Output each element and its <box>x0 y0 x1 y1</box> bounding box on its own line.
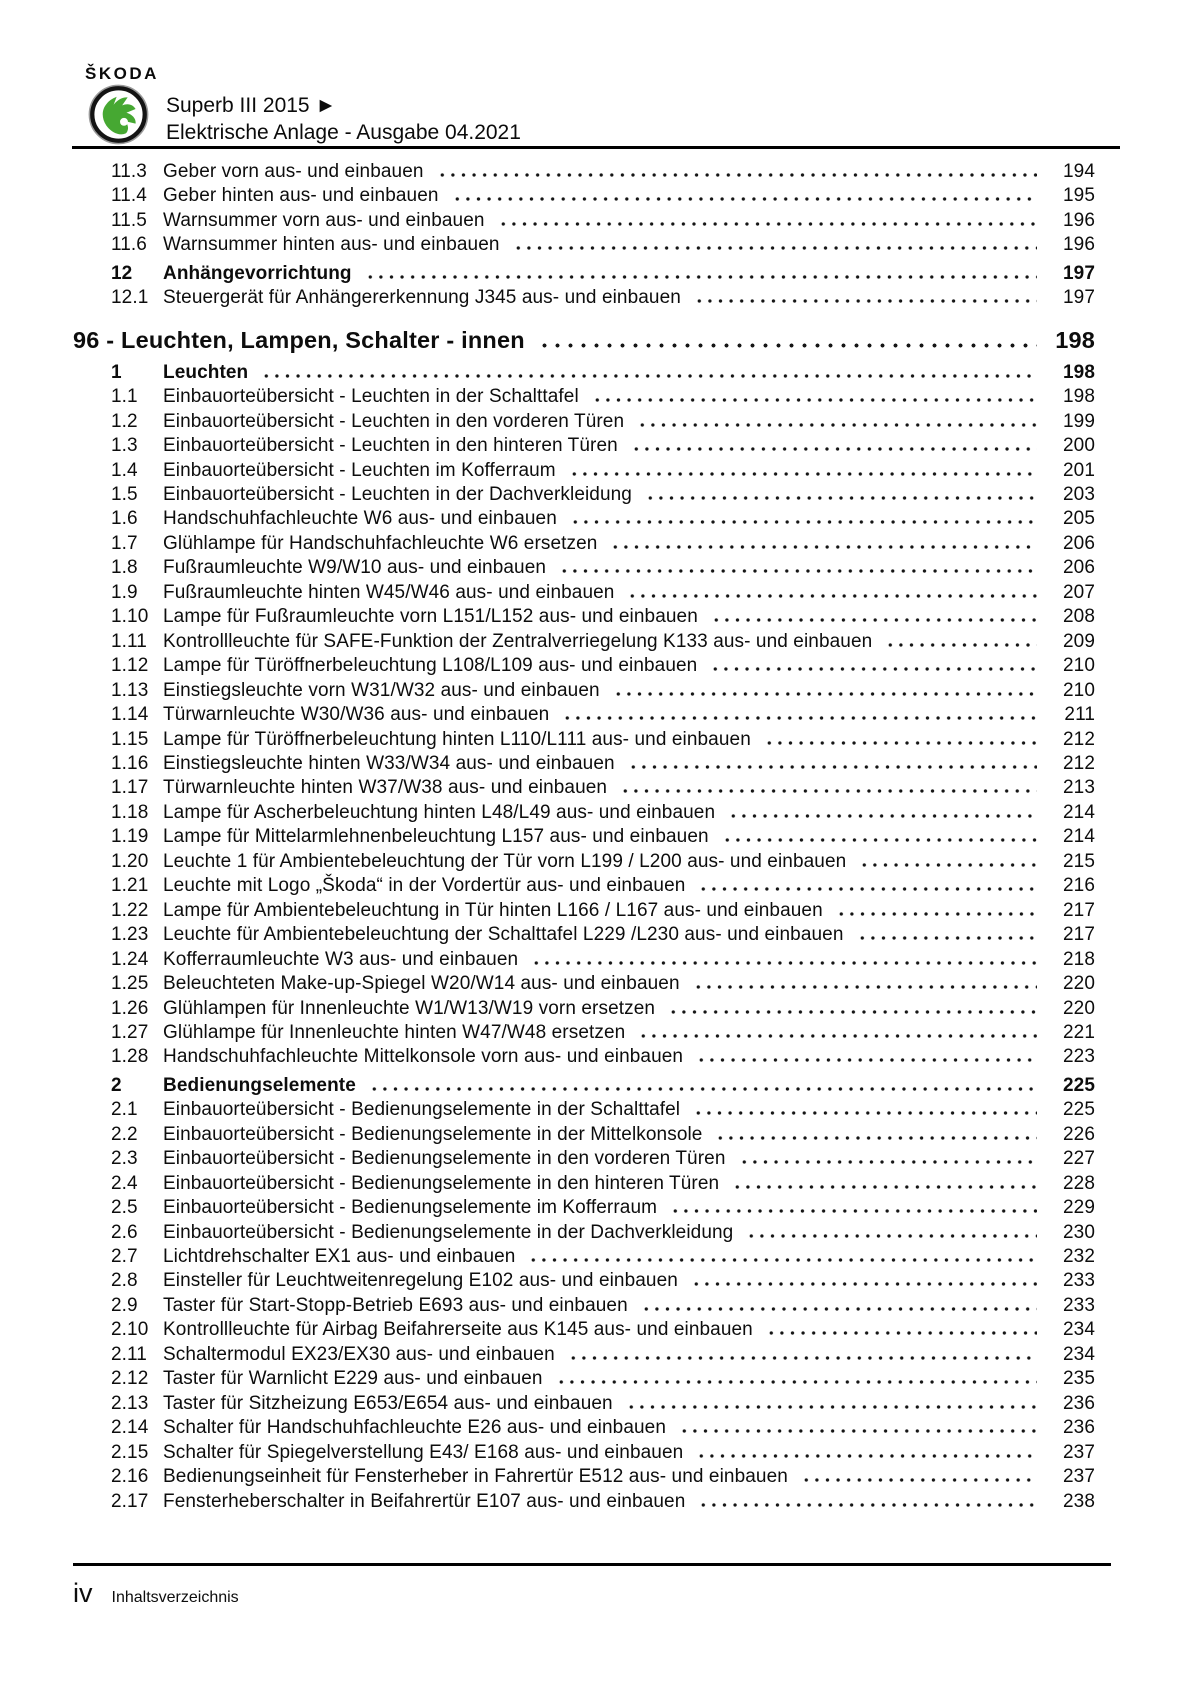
toc-entry-page: 203 <box>1062 483 1095 505</box>
toc-entry-number: 2.1 <box>111 1099 138 1121</box>
toc-entry-page: 220 <box>1062 997 1095 1019</box>
dot-leader <box>526 1256 1037 1262</box>
dot-leader <box>709 616 1037 622</box>
dot-leader <box>730 1183 1037 1189</box>
toc-entry-page: 210 <box>1062 679 1095 701</box>
toc-entry-number: 1.15 <box>111 728 149 750</box>
toc-entry-page: 197 <box>1062 287 1095 309</box>
toc-row[interactable] <box>73 825 1095 849</box>
toc-row[interactable] <box>73 1294 1095 1318</box>
toc-entry-page: 220 <box>1062 973 1095 995</box>
toc-entry-title: Türwarnleuchte hinten W37/W38 aus- und einbauen <box>163 777 608 799</box>
toc-entry-number: 1.4 <box>111 459 138 481</box>
toc-entry-page: 229 <box>1062 1197 1095 1219</box>
toc-entry-page: 213 <box>1062 777 1095 799</box>
dot-leader <box>883 641 1037 647</box>
toc-entry-number: 1.19 <box>111 826 149 848</box>
toc-entry-page: 199 <box>1062 410 1095 432</box>
toc-row[interactable] <box>73 459 1095 483</box>
toc-entry-title: Warnsummer vorn aus- und einbauen <box>163 209 485 231</box>
dot-leader <box>566 1354 1037 1360</box>
toc-entry-number: 1.9 <box>111 581 138 603</box>
toc-entry-page: 214 <box>1062 826 1095 848</box>
toc-entry-number: 1.5 <box>111 483 138 505</box>
toc-entry-page: 196 <box>1062 234 1095 256</box>
toc-entry-number: 2.6 <box>111 1221 138 1243</box>
toc-entry-number: 2.16 <box>111 1466 149 1488</box>
dot-leader <box>855 934 1038 940</box>
dot-leader <box>692 297 1037 303</box>
toc-entry-number: 2.4 <box>111 1172 138 1194</box>
toc-row[interactable] <box>73 801 1095 825</box>
toc-entry-title: Glühlampe für Innenleuchte hinten W47/W48 ersetzen <box>163 1021 626 1043</box>
toc-entry-title: Schaltermodul EX23/EX30 aus- und einbauen <box>163 1343 555 1365</box>
toc-entry-number: 1.28 <box>111 1046 149 1068</box>
toc-row[interactable] <box>73 728 1095 752</box>
toc-entry-number: 1.25 <box>111 973 149 995</box>
toc-entry-page: 195 <box>1062 185 1095 207</box>
toc-entry-title: Handschuhfachleuchte W6 aus- und einbauen <box>163 508 557 530</box>
toc-entry-title: 96 - Leuchten, Lampen, Schalter - innen <box>73 326 525 353</box>
toc-entry-page: 235 <box>1062 1368 1095 1390</box>
dot-leader <box>529 959 1037 965</box>
toc-row[interactable] <box>73 385 1095 409</box>
toc-entry-title: Lampe für Türöffnerbeleuchtung L108/L109 aus- und einbauen <box>163 655 698 677</box>
dot-leader <box>511 244 1037 250</box>
toc-row[interactable] <box>73 923 1095 947</box>
toc-row[interactable] <box>73 483 1095 507</box>
dot-leader <box>536 341 1037 348</box>
toc-entry-number: 1.23 <box>111 924 149 946</box>
toc-entry-number: 1.20 <box>111 850 149 872</box>
toc-entry-number: 1.16 <box>111 752 149 774</box>
footer-label: Inhaltsverzeichnis <box>111 1589 239 1606</box>
toc-row[interactable] <box>73 752 1095 776</box>
toc-entry-page: 198 <box>1055 326 1095 353</box>
toc-entry-title: Kontrollleuchte für SAFE-Funktion der Zentralverriegelung K133 aus- und einbauen <box>163 630 873 652</box>
dot-leader <box>677 1427 1037 1433</box>
dot-leader <box>834 910 1037 916</box>
toc-entry-title: Einbauorteübersicht - Bedienungselemente im Kofferraum <box>163 1197 658 1219</box>
dot-leader <box>554 1378 1037 1384</box>
toc-entry-page: 233 <box>1062 1294 1095 1316</box>
toc-row[interactable] <box>73 997 1095 1021</box>
toc-row[interactable] <box>73 1245 1095 1269</box>
toc-entry-number: 2.9 <box>111 1294 138 1316</box>
toc-entry-page: 198 <box>1062 361 1095 383</box>
dot-leader <box>708 665 1037 671</box>
toc-entry-number: 2.17 <box>111 1490 149 1512</box>
toc-row[interactable] <box>73 233 1095 257</box>
dot-leader <box>608 543 1037 549</box>
dot-leader <box>857 861 1037 867</box>
dot-leader <box>668 1207 1037 1213</box>
toc-entry-title: Einbauorteübersicht - Leuchten in den hinteren Türen <box>163 435 618 457</box>
toc-entry-title: Fußraumleuchte W9/W10 aus- und einbauen <box>163 557 547 579</box>
dot-leader <box>643 494 1037 500</box>
toc-entry-page: 209 <box>1062 630 1095 652</box>
toc-entry-title: Taster für Sitzheizung E653/E654 aus- und einbauen <box>163 1392 613 1414</box>
dot-leader <box>435 171 1037 177</box>
toc-entry-number: 2.5 <box>111 1197 138 1219</box>
toc-row[interactable] <box>73 1045 1095 1069</box>
toc-entry-page: 225 <box>1062 1099 1095 1121</box>
dot-leader <box>639 1305 1037 1311</box>
dot-leader <box>691 1109 1037 1115</box>
header-divider <box>72 146 1120 149</box>
dot-leader <box>744 1232 1037 1238</box>
toc-entry-number: 2.2 <box>111 1123 138 1145</box>
toc-entry-page: 194 <box>1062 161 1095 182</box>
dot-leader <box>713 1134 1037 1140</box>
toc-entry-number: 2.7 <box>111 1246 138 1268</box>
dot-leader <box>635 421 1037 427</box>
toc-entry-title: Bedienungselemente <box>163 1074 356 1096</box>
dot-leader <box>762 739 1037 745</box>
toc-entry-page: 230 <box>1062 1221 1095 1243</box>
toc-entry-number: 1.14 <box>111 704 149 726</box>
toc-entry-page: 233 <box>1062 1270 1095 1292</box>
toc <box>73 160 1095 1514</box>
dot-leader <box>696 885 1037 891</box>
dot-leader <box>567 470 1037 476</box>
toc-entry-title: Bedienungseinheit für Fensterheber in Fahrertür E512 aus- und einbauen <box>163 1466 788 1488</box>
toc-entry-title: Kontrollleuchte für Airbag Beifahrerseite aus K145 aus- und einbauen <box>163 1319 753 1341</box>
toc-entry-title: Anhängevorrichtung <box>163 262 352 284</box>
toc-entry-page: 217 <box>1062 899 1095 921</box>
toc-row[interactable] <box>73 262 1095 286</box>
toc-entry-number: 2.3 <box>111 1148 138 1170</box>
toc-entry-page: 206 <box>1062 532 1095 554</box>
toc-entry-page: 238 <box>1062 1490 1095 1512</box>
toc-entry-title: Einbauorteübersicht - Bedienungselemente in der Schalttafel <box>163 1099 681 1121</box>
toc-row[interactable] <box>73 209 1095 233</box>
toc-row[interactable] <box>73 507 1095 531</box>
toc-entry-title: Einsteller für Leuchtweitenregelung E102 aus- und einbauen <box>163 1270 678 1292</box>
toc-entry-title: Lampe für Ascherbeleuchtung hinten L48/L49 aus- und einbauen <box>163 801 716 823</box>
skoda-logo-icon <box>88 84 149 145</box>
dot-leader <box>568 518 1037 524</box>
toc-row[interactable] <box>73 1196 1095 1220</box>
dot-leader <box>737 1158 1038 1164</box>
toc-row[interactable] <box>73 286 1095 310</box>
toc-entry-page: 234 <box>1062 1343 1095 1365</box>
toc-entry-title: Beleuchteten Make-up-Spiegel W20/W14 aus- und einbauen <box>163 973 680 995</box>
dot-leader <box>450 195 1037 201</box>
toc-entry-number: 1.10 <box>111 606 149 628</box>
toc-entry-number: 2.10 <box>111 1319 149 1341</box>
toc-row[interactable] <box>73 1123 1095 1147</box>
toc-row[interactable] <box>73 1367 1095 1391</box>
toc-entry-number: 2.13 <box>111 1392 149 1414</box>
toc-entry-number: 1 <box>111 361 122 383</box>
toc-entry-number: 1.11 <box>111 630 147 652</box>
toc-entry-number: 1.3 <box>111 435 138 457</box>
dot-leader <box>666 1008 1037 1014</box>
toc-entry-number: 11.5 <box>111 209 147 231</box>
dot-leader <box>557 567 1037 573</box>
toc-row[interactable] <box>73 160 1095 184</box>
dot-leader <box>694 1452 1037 1458</box>
toc-entry-page: 215 <box>1062 850 1095 872</box>
toc-row[interactable] <box>73 850 1095 874</box>
model-title: Superb III 2015 ► <box>166 94 337 117</box>
toc-entry-page: 225 <box>1062 1074 1095 1096</box>
toc-entry-title: Einbauorteübersicht - Leuchten in der Schalttafel <box>163 386 579 408</box>
toc-entry-title: Leuchte 1 für Ambientebeleuchtung der Tür vorn L199 / L200 aus- und einbauen <box>163 850 847 872</box>
toc-entry-number: 1.24 <box>111 948 149 970</box>
toc-entry-title: Einbauorteübersicht - Bedienungselemente in den hinteren Türen <box>163 1172 720 1194</box>
dot-leader <box>618 787 1037 793</box>
toc-row[interactable] <box>73 948 1095 972</box>
dot-leader <box>629 445 1037 451</box>
dot-leader <box>560 714 1037 720</box>
toc-row[interactable] <box>73 361 1095 385</box>
toc-entry-number: 1.6 <box>111 508 138 530</box>
toc-entry-page: 207 <box>1062 581 1095 603</box>
toc-entry-number: 11.6 <box>111 234 147 256</box>
dot-leader <box>590 396 1037 402</box>
toc-row[interactable] <box>73 1318 1095 1342</box>
toc-entry-title: Warnsummer hinten aus- und einbauen <box>163 234 500 256</box>
toc-entry-title: Einstiegsleuchte hinten W33/W34 aus- und einbauen <box>163 752 615 774</box>
toc-entry-number: 1.7 <box>111 532 138 554</box>
dot-leader <box>726 812 1037 818</box>
dot-leader <box>720 836 1037 842</box>
toc-entry-page: 210 <box>1062 655 1095 677</box>
toc-entry-number: 12.1 <box>111 287 149 309</box>
toc-entry-number: 1.18 <box>111 801 149 823</box>
toc-entry-page: 197 <box>1062 262 1095 284</box>
toc-entry-title: Leuchte für Ambientebeleuchtung der Schalttafel L229 /L230 aus- und einbauen <box>163 924 844 946</box>
toc-entry-page: 217 <box>1062 924 1095 946</box>
toc-entry-page: 236 <box>1062 1392 1095 1414</box>
toc-row[interactable] <box>73 972 1095 996</box>
toc-entry-page: 216 <box>1062 875 1095 897</box>
toc-entry-title: Einbauorteübersicht - Leuchten in der Dachverkleidung <box>163 483 632 505</box>
toc-row[interactable] <box>73 1269 1095 1293</box>
dot-leader <box>363 273 1037 279</box>
toc-entry-page: 211 <box>1064 704 1095 726</box>
toc-entry-title: Fußraumleuchte hinten W45/W46 aus- und einbauen <box>163 581 615 603</box>
footer-page-number: iv <box>73 1578 93 1608</box>
toc-entry-number: 1.21 <box>111 875 149 897</box>
toc-row[interactable] <box>73 434 1095 458</box>
toc-row[interactable] <box>73 654 1095 678</box>
toc-entry-title: Lichtdrehschalter EX1 aus- und einbauen <box>163 1246 516 1268</box>
toc-entry-title: Handschuhfachleuchte Mittelkonsole vorn aus- und einbauen <box>163 1046 684 1068</box>
dot-leader <box>367 1085 1037 1091</box>
toc-row[interactable] <box>73 581 1095 605</box>
toc-entry-title: Fensterheberschalter in Beifahrertür E107 aus- und einbauen <box>163 1490 686 1512</box>
toc-entry-title: Einbauorteübersicht - Bedienungselemente in der Dachverkleidung <box>163 1221 734 1243</box>
toc-entry-number: 2.14 <box>111 1417 149 1439</box>
dot-leader <box>611 690 1037 696</box>
toc-entry-page: 212 <box>1062 728 1095 750</box>
toc-entry-page: 237 <box>1062 1466 1095 1488</box>
toc-entry-title: Schalter für Spiegelverstellung E43/ E168 aus- und einbauen <box>163 1441 684 1463</box>
toc-entry-page: 221 <box>1062 1021 1095 1043</box>
toc-entry-number: 1.12 <box>111 655 149 677</box>
toc-entry-page: 228 <box>1062 1172 1095 1194</box>
dot-leader <box>625 592 1037 598</box>
skoda-wordmark: ŠKODA <box>85 64 159 83</box>
toc-row[interactable] <box>73 874 1095 898</box>
dot-leader <box>259 372 1037 378</box>
toc-entry-title: Einbauorteübersicht - Bedienungselemente in der Mittelkonsole <box>163 1123 703 1145</box>
toc-entry-number: 1.17 <box>111 777 149 799</box>
toc-entry-number: 1.13 <box>111 679 149 701</box>
document-title: Elektrische Anlage - Ausgabe 04.2021 <box>166 121 521 144</box>
toc-row[interactable] <box>73 184 1095 208</box>
toc-entry-page: 200 <box>1062 435 1095 457</box>
dot-leader <box>799 1476 1037 1482</box>
toc-entry-title: Lampe für Ambientebeleuchtung in Tür hinten L166 / L167 aus- und einbauen <box>163 899 823 921</box>
toc-entry-page: 212 <box>1062 752 1095 774</box>
toc-entry-page: 218 <box>1062 948 1095 970</box>
toc-row[interactable] <box>73 1416 1095 1440</box>
toc-entry-title: Leuchten <box>163 361 249 383</box>
toc-entry-number: 2.15 <box>111 1441 149 1463</box>
toc-entry-title: Glühlampe für Handschuhfachleuchte W6 ersetzen <box>163 532 598 554</box>
toc-row[interactable] <box>73 605 1095 629</box>
toc-entry-page: 237 <box>1062 1441 1095 1463</box>
dot-leader <box>696 1501 1037 1507</box>
toc-row[interactable] <box>73 410 1095 434</box>
toc-entry-page: 236 <box>1062 1417 1095 1439</box>
toc-entry-page: 227 <box>1062 1148 1095 1170</box>
toc-row[interactable] <box>73 703 1095 727</box>
dot-leader <box>691 983 1037 989</box>
toc-entry-page: 214 <box>1062 801 1095 823</box>
toc-entry-number: 2.12 <box>111 1368 149 1390</box>
toc-entry-title: Lampe für Türöffnerbeleuchtung hinten L110/L111 aus- und einbauen <box>163 728 751 750</box>
toc-row[interactable] <box>73 679 1095 703</box>
toc-row[interactable] <box>73 1172 1095 1196</box>
toc-entry-number: 1.26 <box>111 997 149 1019</box>
toc-entry-title: Kofferraumleuchte W3 aus- und einbauen <box>163 948 519 970</box>
toc-row[interactable] <box>73 1441 1095 1465</box>
toc-entry-title: Taster für Warnlicht E229 aus- und einbauen <box>163 1368 543 1390</box>
toc-entry-title: Leuchte mit Logo „Škoda“ in der Vordertür aus- und einbauen <box>163 875 686 897</box>
toc-row[interactable] <box>73 325 1095 355</box>
toc-entry-number: 1.1 <box>111 386 138 408</box>
toc-row[interactable] <box>73 1490 1095 1514</box>
toc-row[interactable] <box>73 899 1095 923</box>
toc-entry-title: Geber hinten aus- und einbauen <box>163 185 439 207</box>
toc-row[interactable] <box>73 1221 1095 1245</box>
toc-entry-number: 2.8 <box>111 1270 138 1292</box>
dot-leader <box>496 220 1037 226</box>
toc-entry-page: 206 <box>1062 557 1095 579</box>
toc-entry-number: 1.8 <box>111 557 138 579</box>
toc-entry-number: 11.4 <box>111 185 147 207</box>
dot-leader <box>636 1032 1037 1038</box>
toc-entry-title: Taster für Start-Stopp-Betrieb E693 aus- und einbauen <box>163 1294 628 1316</box>
dot-leader <box>626 763 1037 769</box>
toc-entry-title: Lampe für Fußraumleuchte vorn L151/L152 aus- und einbauen <box>163 606 698 628</box>
toc-row[interactable] <box>73 1074 1095 1098</box>
toc-entry-title: Türwarnleuchte W30/W36 aus- und einbauen <box>163 704 550 726</box>
toc-entry-title: Einstiegsleuchte vorn W31/W32 aus- und einbauen <box>163 679 600 701</box>
toc-entry-title: Einbauorteübersicht - Leuchten in den vorderen Türen <box>163 410 625 432</box>
toc-entry-title: Lampe für Mittelarmlehnenbeleuchtung L157 aus- und einbauen <box>163 826 709 848</box>
toc-entry-page: 205 <box>1062 508 1095 530</box>
toc-row[interactable] <box>73 1392 1095 1416</box>
dot-leader <box>694 1056 1037 1062</box>
toc-entry-page: 198 <box>1062 386 1095 408</box>
toc-entry-title: Einbauorteübersicht - Leuchten im Kofferraum <box>163 459 556 481</box>
toc-entry-page: 232 <box>1062 1246 1095 1268</box>
toc-entry-page: 226 <box>1062 1123 1095 1145</box>
toc-row[interactable] <box>73 1147 1095 1171</box>
dot-leader <box>689 1280 1037 1286</box>
toc-entry-page: 234 <box>1062 1319 1095 1341</box>
toc-row[interactable] <box>73 630 1095 654</box>
toc-entry-number: 2 <box>111 1074 122 1096</box>
toc-entry-title: Geber vorn aus- und einbauen <box>163 161 424 182</box>
toc-row[interactable] <box>73 1021 1095 1045</box>
toc-entry-number: 1.2 <box>111 410 138 432</box>
toc-entry-page: 201 <box>1062 459 1095 481</box>
dot-leader <box>624 1403 1037 1409</box>
toc-entry-number: 12 <box>111 262 133 284</box>
toc-entry-page: 208 <box>1062 606 1095 628</box>
toc-entry-number: 2.11 <box>111 1343 147 1365</box>
dot-leader <box>764 1329 1037 1335</box>
toc-row[interactable] <box>73 556 1095 580</box>
toc-entry-number: 1.27 <box>111 1021 149 1043</box>
toc-row[interactable] <box>73 532 1095 556</box>
toc-entry-page: 196 <box>1062 209 1095 231</box>
toc-entry-title: Schalter für Handschuhfachleuchte E26 aus- und einbauen <box>163 1417 667 1439</box>
toc-entry-title: Einbauorteübersicht - Bedienungselemente in den vorderen Türen <box>163 1148 726 1170</box>
toc-entry-title: Glühlampen für Innenleuchte W1/W13/W19 vorn ersetzen <box>163 997 656 1019</box>
toc-row[interactable] <box>73 1343 1095 1367</box>
toc-entry-number: 1.22 <box>111 899 149 921</box>
toc-entry-page: 223 <box>1062 1046 1095 1068</box>
toc-row[interactable] <box>73 1465 1095 1489</box>
page-footer <box>73 1563 1111 1607</box>
toc-entry-title: Steuergerät für Anhängererkennung J345 aus- und einbauen <box>163 287 681 309</box>
toc-entry-number: 11.3 <box>111 161 147 182</box>
toc-row[interactable] <box>73 776 1095 800</box>
toc-row[interactable] <box>73 1098 1095 1122</box>
